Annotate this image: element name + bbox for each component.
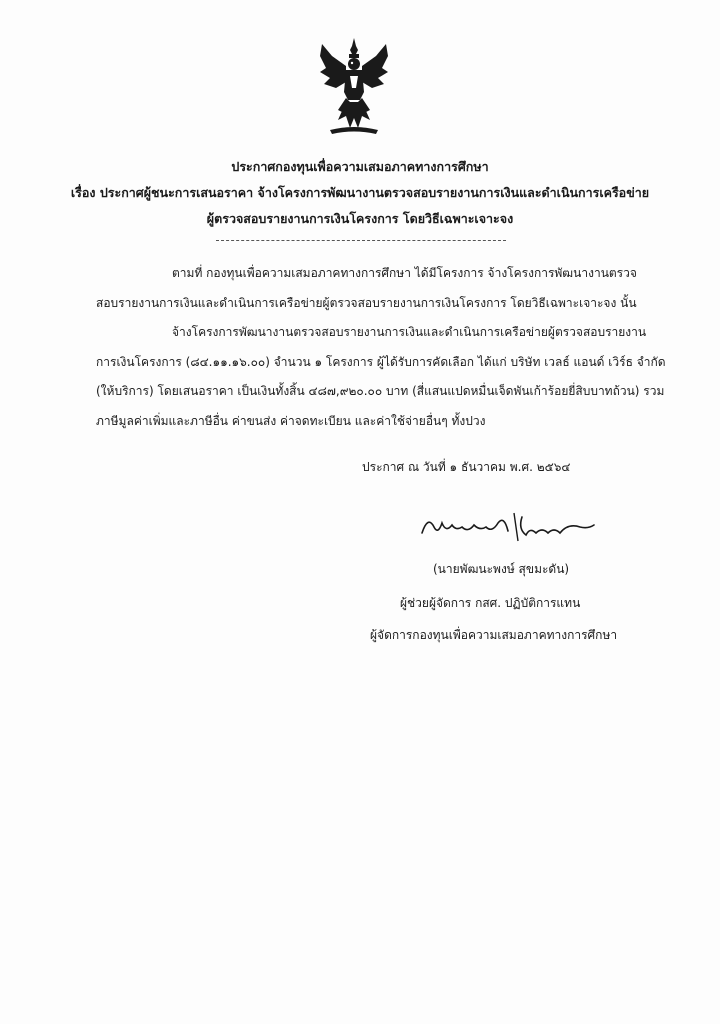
announcement-subject: เรื่อง ประกาศผู้ชนะการเสนอราคา จ้างโครงการพัฒนางานตรวจสอบรายงานการเงินและดำเนินการเครือข่าย bbox=[70, 185, 650, 200]
announcement-title: ประกาศกองทุนเพื่อความเสมอภาคทางการศึกษา bbox=[231, 159, 489, 174]
paragraph-1-line-1: ตามที่ กองทุนเพื่อความเสมอภาคทางการศึกษา ได้มีโครงการ จ้างโครงการพัฒนางานตรวจ bbox=[172, 266, 637, 280]
paragraph-1-line-2: สอบรายงานการเงินและดำเนินการเครือข่ายผู้ตรวจสอบรายงานการเงินโครงการ โดยวิธีเฉพาะเจาะจง นั้น bbox=[96, 296, 637, 310]
announcement-date: ประกาศ ณ วันที่ ๑ ธันวาคม พ.ศ. ๒๕๖๔ bbox=[362, 460, 571, 474]
paragraph-2-line-3: (ให้บริการ) โดยเสนอราคา เป็นเงินทั้งสิ้น ๔๘๗,๙๒๐.๐๐ บาท (สี่แสนแปดหมื่นเจ็ดพันเก้าร้อยยี่สิบบาทถ้วน) รวม bbox=[96, 384, 665, 398]
paragraph-2-line-2: การเงินโครงการ (๘๔.๑๑.๑๖.๐๐) จำนวน ๑ โครงการ ผู้ได้รับการคัดเลือก ได้แก่ บริษัท เวลธ์ แอนด์ เวิร์ธ จำกัด bbox=[96, 355, 666, 369]
signatory-name: (นายพัฒนะพงษ์ สุขมะดัน) bbox=[433, 562, 570, 576]
divider bbox=[216, 240, 506, 241]
handwritten-signature bbox=[418, 505, 598, 545]
paragraph-2-line-4: ภาษีมูลค่าเพิ่มและภาษีอื่น ค่าขนส่ง ค่าจดทะเบียน และค่าใช้จ่ายอื่นๆ ทั้งปวง bbox=[96, 414, 486, 428]
signatory-position-1: ผู้ช่วยผู้จัดการ กสศ. ปฏิบัติการแทน bbox=[400, 596, 581, 610]
garuda-emblem-icon bbox=[316, 36, 392, 136]
announcement-subject-cont: ผู้ตรวจสอบรายงานการเงินโครงการ โดยวิธีเฉพาะเจาะจง bbox=[206, 211, 514, 226]
paragraph-2-line-1: จ้างโครงการพัฒนางานตรวจสอบรายงานการเงินและดำเนินการเครือข่ายผู้ตรวจสอบรายงาน bbox=[172, 325, 647, 339]
signatory-position-2: ผู้จัดการกองทุนเพื่อความเสมอภาคทางการศึกษา bbox=[370, 628, 618, 642]
